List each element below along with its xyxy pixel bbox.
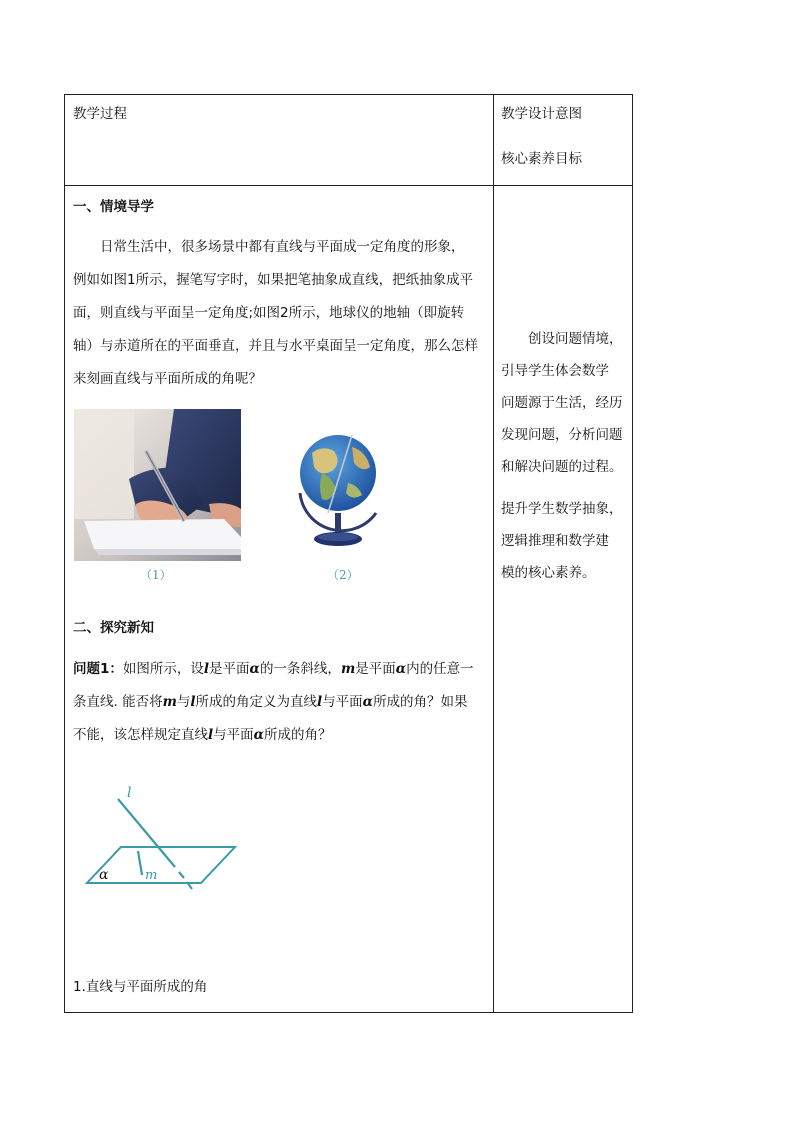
var-alpha: α xyxy=(253,727,265,743)
intent-line: 逻辑推理和数学建 xyxy=(501,533,609,549)
header-right-design-intent: 教学设计意图 xyxy=(501,106,582,122)
design-intent-paragraph-2 xyxy=(501,493,629,589)
para-line: 例如如图1所示，握笔写字时，如果把笔抽象成直线，把纸抽象成平 xyxy=(73,272,474,288)
q-text: 如图所示，设 xyxy=(122,661,204,677)
section-title-explore: 二、探究新知 xyxy=(73,620,154,636)
lesson-table xyxy=(64,94,633,1013)
q-text: 所成的角？如果 xyxy=(373,694,468,710)
var-l: l xyxy=(208,727,214,743)
section-title-situation: 一、情境导学 xyxy=(73,199,154,215)
figure-label-l: l xyxy=(127,785,132,801)
intent-line: 提升学生数学抽象， xyxy=(501,501,623,517)
writing-hand-image xyxy=(74,409,241,561)
q-text: 是平面 xyxy=(355,661,396,677)
var-m: m xyxy=(162,694,177,710)
header-divider xyxy=(65,185,632,186)
subsection-line-plane-angle: 1.直线与平面所成的角 xyxy=(73,979,208,995)
figure-label-alpha: α xyxy=(99,867,109,883)
figure1-caption: （1） xyxy=(140,568,172,582)
q-text: 所成的角定义为直线 xyxy=(195,694,318,710)
intent-line: 创设问题情境， xyxy=(528,331,623,347)
q-text: 与 xyxy=(176,694,191,710)
var-l: l xyxy=(317,694,323,710)
question-line-3 xyxy=(73,719,485,752)
para-line: 面，则直线与平面呈一定角度;如图2所示，地球仪的地轴（即旋转 xyxy=(73,305,465,321)
var-alpha: α xyxy=(362,694,374,710)
q-text: 所成的角？ xyxy=(264,727,332,743)
q-text: 内的任意一 xyxy=(406,661,474,677)
q-text: 与平面 xyxy=(322,694,363,710)
line-plane-figure xyxy=(83,785,243,897)
para-line: 轴）与赤道所在的平面垂直，并且与水平桌面呈一定角度，那么怎样 xyxy=(73,338,478,354)
q-text: 与平面 xyxy=(213,727,254,743)
header-left: 教学过程 xyxy=(73,106,127,122)
globe-image xyxy=(292,433,386,551)
intent-line: 问题源于生活，经历 xyxy=(501,395,623,411)
para-line: 来刻画直线与平面所成的角呢？ xyxy=(73,371,262,387)
var-alpha: α xyxy=(249,661,260,677)
figure-label-m: m xyxy=(145,868,158,883)
intent-line: 和解决问题的过程。 xyxy=(501,459,623,475)
question-line-2 xyxy=(73,686,485,719)
q-text: 是平面 xyxy=(209,661,250,677)
intent-line: 发现问题，分析问题 xyxy=(501,427,623,443)
situation-paragraph xyxy=(73,231,485,396)
column-divider xyxy=(493,95,494,1012)
question-1 xyxy=(73,653,485,752)
question-label: 问题1： xyxy=(73,661,123,677)
var-l: l xyxy=(203,661,210,677)
intent-line: 引导学生体会数学 xyxy=(501,363,609,379)
intent-line: 模的核心素养。 xyxy=(501,565,596,581)
question-line-1 xyxy=(73,653,485,686)
para-line: 日常生活中，很多场景中都有直线与平面成一定角度的形象， xyxy=(100,239,465,255)
var-m: m xyxy=(340,661,356,677)
figure2-caption: （2） xyxy=(327,568,359,582)
design-intent-paragraph-1 xyxy=(501,323,629,483)
q-text: 条直线. 能否将 xyxy=(73,694,163,710)
var-alpha: α xyxy=(395,661,407,677)
var-l: l xyxy=(190,694,196,710)
header-right-core-literacy: 核心素养目标 xyxy=(501,151,582,167)
q-text: 不能，该怎样规定直线 xyxy=(73,727,208,743)
q-text: 的一条斜线， xyxy=(259,661,341,677)
